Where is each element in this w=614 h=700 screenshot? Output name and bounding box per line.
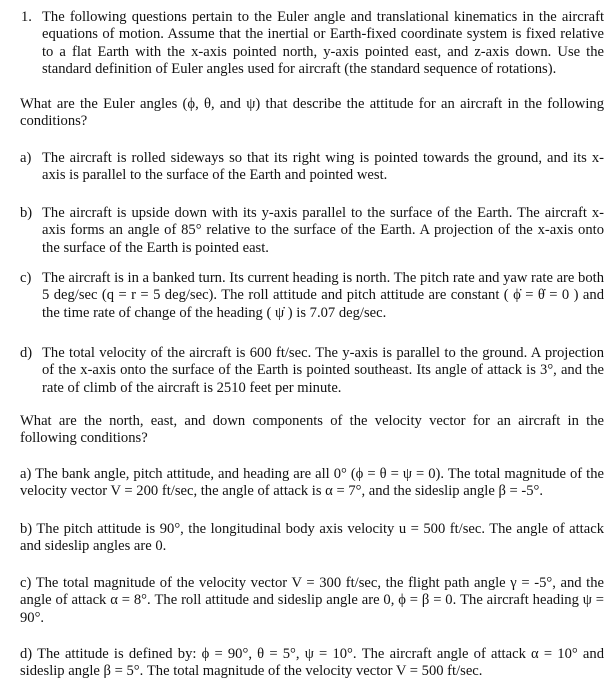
- question2-part-a: a) The bank angle, pitch attitude, and heading are all 0° (ϕ = θ = ψ = 0). The total magnitude of the velocity vector V = 200 ft/sec, the angle of attack is α = 7°, and the sideslip angle β = -5°.: [20, 466, 604, 500]
- question2-part-b: b) The pitch attitude is 90°, the longitudinal body axis velocity u = 500 ft/sec. The angle of attack and sideslip angles are 0.: [20, 521, 604, 555]
- problem-intro: The following questions pertain to the Euler angle and translational kinematics in the aircraft equations of motion. Assume that the inertial or Earth-fixed coordinate system is fixed relative to a flat Earth with the x-axis pointed north, y-axis pointed east, and z-axis down. Use the standard definition of Euler angles used for aircraft (the standard sequence of rotations).: [42, 9, 604, 77]
- part-text: The aircraft is rolled sideways so that its right wing is pointed towards the ground, and its x-axis is parallel to the surface of the Earth and pointed west.: [42, 150, 604, 184]
- problem-number: 1.: [21, 9, 32, 25]
- part-label: c): [20, 270, 32, 286]
- part-text: The aircraft is upside down with its y-axis parallel to the surface of the Earth. The aircraft x-axis forms an angle of 85° relative to the surface of the Earth. A projection of the x-axis onto the surface of the Earth is pointed east.: [42, 205, 604, 256]
- part-text: The aircraft is in a banked turn. Its current heading is north. The pitch rate and yaw rate are both 5 deg/sec (q = r = 5 deg/sec). The roll attitude and pitch attitude are constant ( ϕ̇ = θ̇ = 0 ) and the time rate of change of the heading ( ψ̇ ) is 7.07 deg/sec.: [42, 270, 604, 321]
- part-text: The total velocity of the aircraft is 600 ft/sec. The y-axis is parallel to the ground. A projection of the x-axis onto the surface of the Earth is pointed southeast. Its angle of attack is 3°, and the rate of climb of the aircraft is 2510 feet per minute.: [42, 345, 604, 396]
- part-label: d): [20, 345, 33, 361]
- question2-part-c: c) The total magnitude of the velocity vector V = 300 ft/sec, the flight path angle γ = -5°, and the angle of attack α = 8°. The roll attitude and sideslip angle are 0, ϕ = β = 0. The aircraft heading ψ = 90°.: [20, 575, 604, 626]
- part-label: b): [20, 205, 33, 221]
- part-label: a): [20, 150, 32, 166]
- question2-part-d: d) The attitude is defined by: ϕ = 90°, θ = 5°, ψ = 10°. The aircraft angle of attack α = 10° and sideslip angle β = 5°. The total magnitude of the velocity vector V = 500 ft/sec.: [20, 646, 604, 680]
- question1-prompt: What are the Euler angles (ϕ, θ, and ψ) that describe the attitude for an aircraft in the following conditions?: [20, 96, 604, 130]
- question2-prompt: What are the north, east, and down components of the velocity vector for an aircraft in the following conditions?: [20, 413, 604, 447]
